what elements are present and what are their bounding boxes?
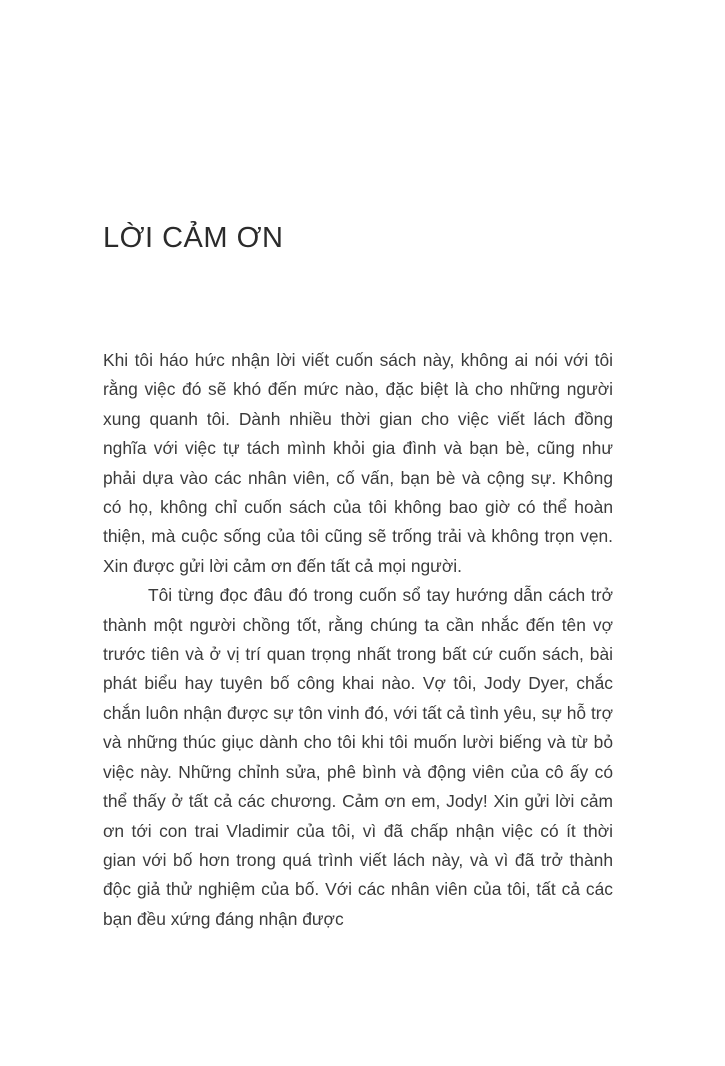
paragraph-2: Tôi từng đọc đâu đó trong cuốn sổ tay hướng dẫn cách trở thành một người chồng tốt, rằng chúng ta cần nhắc đến tên vợ trước tiên và ở vị trí quan trọng nhất trong bất cứ cuốn sách, bài phát biểu hay tuyên bố công khai nào. Vợ tôi, Jody Dyer, chắc chắn luôn nhận được sự tôn vinh đó, với tất cả tình yêu, sự hỗ trợ và những thúc giục dành cho tôi khi tôi muốn lười biếng và từ bỏ việc này. Những chỉnh sửa, phê bình và động viên của cô ấy có thể thấy ở tất cả các chương. Cảm ơn em, Jody! Xin gửi lời cảm ơn tới con trai Vladimir của tôi, vì đã chấp nhận việc có ít thời gian với bố hơn trong quá trình viết lách này, và vì đã trở thành độc giả thử nghiệm của bố. Với các nhân viên của tôi, tất cả các bạn đều xứng đáng nhận được [103,585,613,929]
paragraph-1: Khi tôi háo hức nhận lời viết cuốn sách này, không ai nói với tôi rằng việc đó sẽ khó đến mức nào, đặc biệt là cho những người xung quanh tôi. Dành nhiều thời gian cho việc viết lách đồng nghĩa với việc tự tách mình khỏi gia đình và bạn bè, cũng như phải dựa vào các nhân viên, cố vấn, bạn bè và cộng sự. Không có họ, không chỉ cuốn sách của tôi không bao giờ có thể hoàn thiện, mà cuộc sống của tôi cũng sẽ trống trải và không trọn vẹn. Xin được gửi lời cảm ơn đến tất cả mọi người. [103,350,613,576]
chapter-title: LỜI CẢM ƠN [103,222,284,254]
body-text [103,346,613,934]
